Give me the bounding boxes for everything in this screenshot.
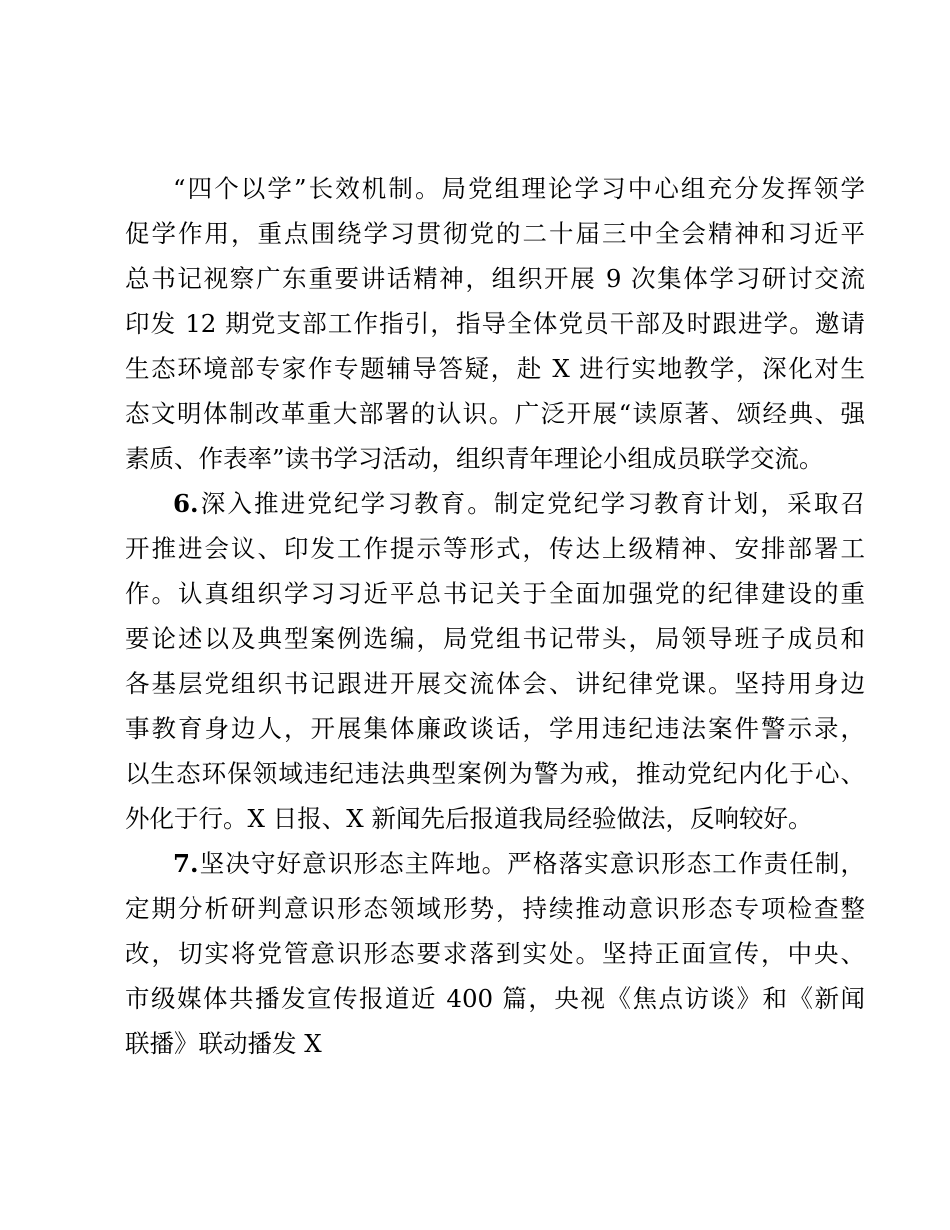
item-heading-text: 深入推进党纪学习教育。制定党纪学习教育计划，采取召 bbox=[198, 489, 865, 518]
text-line: 开推进会议、印发工作提示等形式，传达上级精神、安排部署工 bbox=[125, 534, 865, 563]
text-line: 印发 12 期党支部工作指引，指导全体党员干部及时跟进学。邀请 bbox=[125, 309, 865, 338]
text-line: 改，切实将党管意识形态要求落到实处。坚持正面宣传，中央、 bbox=[125, 939, 865, 968]
text-line: 总书记视察广东重要讲话精神，组织开展 9 次集体学习研讨交流 bbox=[125, 264, 865, 293]
text-line: 各基层党组织书记跟进开展交流体会、讲纪律党课。坚持用身边 bbox=[125, 669, 865, 698]
text-line: 定期分析研判意识形态领域形势，持续推动意识形态专项检查整 bbox=[125, 894, 865, 923]
text-line: 联播》联动播发 X bbox=[125, 1029, 322, 1058]
item-number: 7. bbox=[173, 849, 199, 878]
text-line: 以生态环保领域违纪违法典型案例为警为戒，推动党纪内化于心、 bbox=[125, 759, 865, 788]
text-line: 生态环境部专家作专题辅导答疑，赴 X 进行实地教学，深化对生 bbox=[125, 354, 865, 383]
paragraph-1 bbox=[125, 166, 865, 481]
paragraph-7 bbox=[125, 841, 865, 1066]
text-line bbox=[125, 841, 865, 886]
text-line: 作。认真组织学习习近平总书记关于全面加强党的纪律建设的重 bbox=[125, 579, 865, 608]
text-line: 外化于行。X 日报、X 新闻先后报道我局经验做法，反响较好。 bbox=[125, 804, 813, 833]
text-line: 事教育身边人，开展集体廉政谈话，学用违纪违法案件警示录， bbox=[125, 714, 865, 743]
item-heading-text: 坚决守好意识形态主阵地。严格落实意识形态工作责任制， bbox=[198, 849, 865, 878]
text-line: 促学作用，重点围绕学习贯彻党的二十届三中全会精神和习近平 bbox=[125, 219, 865, 248]
item-number: 6. bbox=[173, 489, 199, 518]
text-line: 态文明体制改革重大部署的认识。广泛开展“读原著、颂经典、强 bbox=[125, 399, 865, 428]
text-line: 要论述以及典型案例选编，局党组书记带头，局领导班子成员和 bbox=[125, 624, 865, 653]
body-text bbox=[125, 166, 865, 1066]
text-line: 市级媒体共播发宣传报道近 400 篇，央视《焦点访谈》和《新闻 bbox=[125, 984, 865, 1013]
text-line: “四个以学”长效机制。局党组理论学习中心组充分发挥领学 bbox=[173, 174, 865, 203]
paragraph-6 bbox=[125, 481, 865, 841]
text-line: 素质、作表率”读书学习活动，组织青年理论小组成员联学交流。 bbox=[125, 444, 824, 473]
text-line bbox=[125, 481, 865, 526]
